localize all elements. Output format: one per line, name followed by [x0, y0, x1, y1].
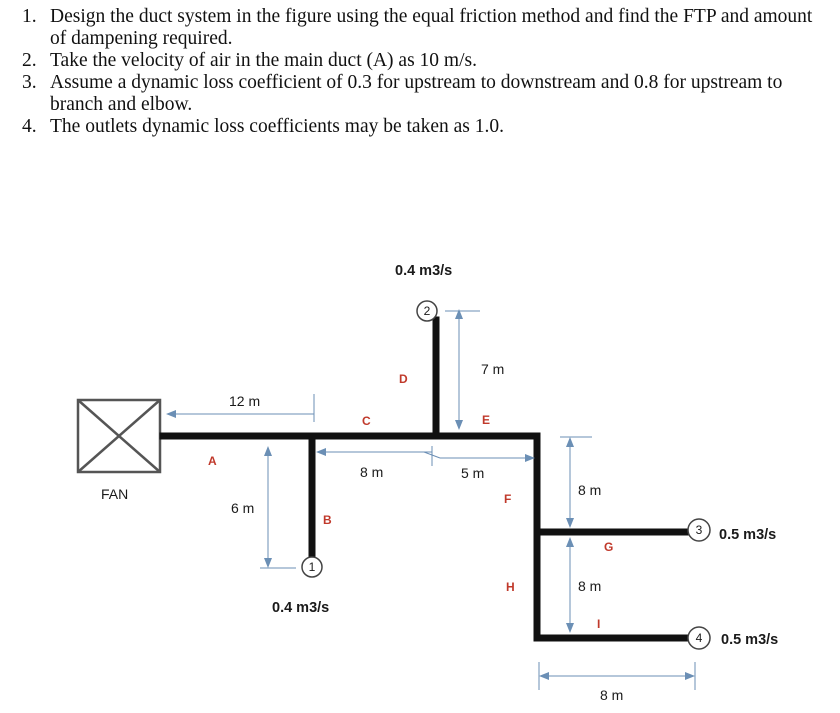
dim-label-8m-lower: 8 m — [578, 578, 602, 594]
dim-label-8m-upper: 8 m — [578, 482, 602, 498]
dim-arrow — [685, 672, 695, 680]
segment-h-label: H — [506, 580, 515, 594]
problem-number: 4. — [22, 116, 37, 137]
fan — [78, 400, 160, 472]
dim-arrow — [566, 437, 574, 447]
problem-number: 1. — [22, 6, 37, 27]
dim-label-7m: 7 m — [481, 361, 505, 377]
problem-text: Take the velocity of air in the main duct (A) as 10 m/s. — [50, 50, 477, 71]
outlet-number: 4 — [695, 631, 703, 645]
segment-d-label: D — [399, 372, 408, 386]
dim-arrow — [264, 446, 272, 456]
problem-text: The outlets dynamic loss coefficients may be taken as 1.0. — [50, 116, 504, 137]
segment-g-label: G — [604, 540, 614, 554]
problem-number: 3. — [22, 72, 37, 93]
dim-arrow — [566, 537, 574, 547]
outlet-number: 1 — [308, 560, 316, 574]
flow-label-2: 0.4 m3/s — [395, 263, 453, 279]
dim-arrow — [539, 672, 549, 680]
dim-arrow — [316, 448, 326, 456]
dim-label-8m-bottom: 8 m — [600, 687, 624, 703]
dim-arrow — [566, 518, 574, 528]
outlet-number: 3 — [695, 523, 703, 537]
flow-label-3: 0.5 m3/s — [719, 527, 777, 543]
dim-label-12m: 12 m — [229, 393, 261, 409]
problem-number: 2. — [22, 50, 37, 71]
dim-arrow — [264, 558, 272, 568]
fan-label: FAN — [101, 486, 129, 502]
problem-text: Design the duct system in the figure using the equal friction method and find the FTP and amount of dampening required. — [50, 6, 813, 49]
outlet-3 — [688, 519, 710, 541]
dim-label-8m-mid: 8 m — [360, 464, 384, 480]
outlet-1 — [302, 557, 322, 577]
flow-label-4: 0.5 m3/s — [721, 632, 779, 648]
segment-e-label: E — [482, 413, 491, 427]
dim-label-6m: 6 m — [231, 500, 255, 516]
outlet-2 — [417, 301, 437, 321]
outlet-number: 2 — [423, 304, 431, 318]
segment-b-label: B — [323, 513, 332, 527]
dim-arrow — [566, 623, 574, 633]
dim-arrow — [455, 420, 463, 430]
duct-network — [163, 320, 690, 638]
problem-text: Assume a dynamic loss coefficient of 0.3 for upstream to downstream and 0.8 for upstream to branch and elbow. — [50, 72, 783, 115]
dim-label-5m: 5 m — [461, 465, 485, 481]
segment-a-label: A — [208, 454, 217, 468]
segment-i-label: I — [597, 617, 601, 631]
segment-c-label: C — [362, 414, 371, 428]
dim-arrow — [166, 410, 176, 418]
outlet-4 — [688, 627, 710, 649]
flow-label-1: 0.4 m3/s — [272, 600, 330, 616]
segment-f-label: F — [504, 492, 512, 506]
